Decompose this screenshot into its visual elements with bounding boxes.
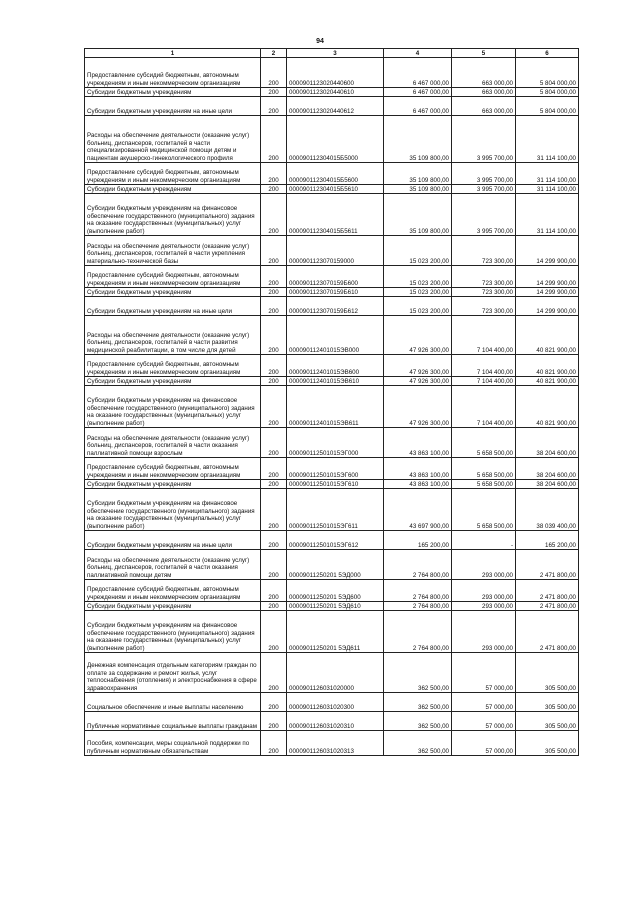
page-number: 94 — [316, 38, 324, 45]
table-row — [85, 458, 579, 480]
row-code: 200 — [261, 58, 287, 88]
row-code: 200 — [261, 602, 287, 611]
row-amount-total: 15 023 200,00 — [384, 288, 452, 297]
row-amount-change: 3 995 700,00 — [452, 116, 516, 163]
row-amount-total: 2 764 800,00 — [384, 611, 452, 653]
row-amount-change: 663 000,00 — [452, 97, 516, 116]
row-code: 200 — [261, 653, 287, 693]
table-row — [85, 163, 579, 185]
column-header: 2 — [261, 49, 287, 58]
row-kbk: 000090112501015ЭГ610 — [287, 480, 384, 489]
row-amount-change: 293 000,00 — [452, 550, 516, 580]
row-amount-total: 15 023 200,00 — [384, 266, 452, 288]
row-kbk: 0000901123070159000 — [287, 236, 384, 266]
row-name: Субсидии бюджетным учреждениям — [85, 377, 261, 386]
row-amount-total: 6 467 000,00 — [384, 58, 452, 88]
row-kbk: 000090112501015ЭГ611 — [287, 489, 384, 531]
row-amount-result: 2 471 800,00 — [516, 550, 579, 580]
table-row — [85, 194, 579, 236]
row-kbk: 0000901123020440600 — [287, 58, 384, 88]
row-code: 200 — [261, 194, 287, 236]
row-amount-total: 47 926 300,00 — [384, 386, 452, 428]
row-amount-result: 165 200,00 — [516, 531, 579, 550]
table-row — [85, 489, 579, 531]
row-name: Субсидии бюджетным учреждениям — [85, 288, 261, 297]
row-amount-result: 2 471 800,00 — [516, 580, 579, 602]
row-name: Расходы на обеспечение деятельности (оказание услуг) больниц, диспансеров, госпиталей в части оказания паллиативной помощи детям — [85, 550, 261, 580]
row-amount-total: 35 109 800,00 — [384, 185, 452, 194]
row-kbk: 000090112304015Б5600 — [287, 163, 384, 185]
row-amount-total: 35 109 800,00 — [384, 116, 452, 163]
row-code: 200 — [261, 116, 287, 163]
table-row — [85, 88, 579, 97]
row-name: Субсидии бюджетным учреждениям на финансовое обеспечение государственного (муниципального) задания на оказание государственных (муниципальных) услуг (выполнение работ) — [85, 489, 261, 531]
row-kbk: 000090112304015Б5610 — [287, 185, 384, 194]
row-name: Предоставление субсидий бюджетным, автономным учреждениям и иным некоммерческим организациям — [85, 458, 261, 480]
row-amount-total: 362 500,00 — [384, 653, 452, 693]
row-code: 200 — [261, 480, 287, 489]
table-row — [85, 531, 579, 550]
row-code: 200 — [261, 458, 287, 480]
row-name: Денежная компенсация отдельным категориям граждан по оплате за содержание и ремонт жилья, услуг теплоснабжения (отопления) и электроснабжения в сфере здравоохранения — [85, 653, 261, 693]
row-code: 200 — [261, 288, 287, 297]
row-amount-total: 2 764 800,00 — [384, 602, 452, 611]
row-kbk: 0000901123020440612 — [287, 97, 384, 116]
row-amount-result: 305 500,00 — [516, 712, 579, 731]
row-code: 200 — [261, 316, 287, 355]
row-amount-total: 362 500,00 — [384, 731, 452, 756]
row-amount-result: 305 500,00 — [516, 731, 579, 756]
row-amount-total: 6 467 000,00 — [384, 97, 452, 116]
row-name: Субсидии бюджетным учреждениям — [85, 88, 261, 97]
row-amount-total: 35 109 800,00 — [384, 194, 452, 236]
row-amount-result: 40 821 900,00 — [516, 316, 579, 355]
row-name: Предоставление субсидий бюджетным, автономным учреждениям и иным некоммерческим организациям — [85, 163, 261, 185]
row-amount-change: 723 300,00 — [452, 266, 516, 288]
row-amount-total: 6 467 000,00 — [384, 88, 452, 97]
table-row — [85, 377, 579, 386]
row-code: 200 — [261, 386, 287, 428]
row-kbk: 0000901126031020313 — [287, 731, 384, 756]
column-header: 1 — [85, 49, 261, 58]
budget-table — [84, 48, 579, 756]
row-code: 200 — [261, 428, 287, 458]
row-amount-total: 47 926 300,00 — [384, 355, 452, 377]
row-name: Субсидии бюджетным учреждениям на финансовое обеспечение государственного (муниципального) задания на оказание государственных (муниципальных) услуг (выполнение работ) — [85, 386, 261, 428]
table-row — [85, 693, 579, 712]
row-amount-change: 7 104 400,00 — [452, 316, 516, 355]
row-amount-result: 2 471 800,00 — [516, 611, 579, 653]
row-kbk: 000090112304015Б5000 — [287, 116, 384, 163]
row-amount-total: 15 023 200,00 — [384, 236, 452, 266]
row-amount-total: 43 863 100,00 — [384, 428, 452, 458]
row-name: Субсидии бюджетным учреждениям на иные цели — [85, 531, 261, 550]
row-name: Расходы на обеспечение деятельности (оказание услуг) больниц, диспансеров, госпиталей в части развития медицинской реабилитации, в том числе для детей — [85, 316, 261, 355]
row-kbk: 0000901123070159Б612 — [287, 297, 384, 316]
row-amount-change: 57 000,00 — [452, 731, 516, 756]
row-name: Предоставление субсидий бюджетным, автономным учреждениям и иным некоммерческим организациям — [85, 355, 261, 377]
row-amount-result: 5 804 000,00 — [516, 88, 579, 97]
row-amount-change: 3 995 700,00 — [452, 185, 516, 194]
row-amount-result: 14 299 900,00 — [516, 288, 579, 297]
row-code: 200 — [261, 550, 287, 580]
row-amount-total: 2 764 800,00 — [384, 580, 452, 602]
row-kbk: 00009011250201 5ЭД000 — [287, 550, 384, 580]
row-name: Субсидии бюджетным учреждениям — [85, 185, 261, 194]
row-code: 200 — [261, 185, 287, 194]
row-amount-change: 5 658 500,00 — [452, 428, 516, 458]
row-kbk: 00009011250201 5ЭД611 — [287, 611, 384, 653]
row-amount-result: 31 114 100,00 — [516, 163, 579, 185]
row-amount-change: 293 000,00 — [452, 602, 516, 611]
row-amount-change: - — [452, 531, 516, 550]
row-amount-total: 43 697 900,00 — [384, 489, 452, 531]
row-kbk: 000090112401015ЭВ600 — [287, 355, 384, 377]
row-amount-total: 43 863 100,00 — [384, 480, 452, 489]
row-code: 200 — [261, 88, 287, 97]
row-code: 200 — [261, 531, 287, 550]
row-amount-change: 663 000,00 — [452, 58, 516, 88]
row-name: Пособия, компенсации, меры социальной поддержки по публичным нормативным обязательствам — [85, 731, 261, 756]
row-amount-result: 40 821 900,00 — [516, 355, 579, 377]
table-row — [85, 185, 579, 194]
table-row — [85, 731, 579, 756]
row-amount-total: 43 863 100,00 — [384, 458, 452, 480]
row-amount-total: 47 926 300,00 — [384, 377, 452, 386]
row-name: Предоставление субсидий бюджетным, автономным учреждениям и иным некоммерческим организациям — [85, 580, 261, 602]
table-row — [85, 480, 579, 489]
table-row — [85, 580, 579, 602]
row-amount-change: 723 300,00 — [452, 288, 516, 297]
row-kbk: 000090112501015ЭГ000 — [287, 428, 384, 458]
row-code: 200 — [261, 377, 287, 386]
row-amount-change: 3 995 700,00 — [452, 163, 516, 185]
table-row — [85, 386, 579, 428]
row-code: 200 — [261, 97, 287, 116]
row-amount-change: 7 104 400,00 — [452, 386, 516, 428]
table-row — [85, 116, 579, 163]
row-kbk: 000090112401015ЭВ610 — [287, 377, 384, 386]
row-kbk: 000090112501015ЭГ612 — [287, 531, 384, 550]
row-name: Субсидии бюджетным учреждениям на иные цели — [85, 297, 261, 316]
row-amount-change: 293 000,00 — [452, 611, 516, 653]
row-amount-result: 5 804 000,00 — [516, 58, 579, 88]
row-amount-total: 47 926 300,00 — [384, 316, 452, 355]
row-kbk: 00009011250201 5ЭД600 — [287, 580, 384, 602]
row-amount-change: 723 300,00 — [452, 297, 516, 316]
row-amount-change: 663 000,00 — [452, 88, 516, 97]
row-code: 200 — [261, 489, 287, 531]
row-name: Субсидии бюджетным учреждениям на финансовое обеспечение государственного (муниципального) задания на оказание государственных (муниципальных) услуг (выполнение работ) — [85, 194, 261, 236]
table-row — [85, 297, 579, 316]
row-amount-change: 57 000,00 — [452, 653, 516, 693]
row-amount-result: 14 299 900,00 — [516, 236, 579, 266]
row-amount-change: 3 995 700,00 — [452, 194, 516, 236]
row-code: 200 — [261, 712, 287, 731]
row-amount-result: 31 114 100,00 — [516, 116, 579, 163]
row-code: 200 — [261, 163, 287, 185]
row-amount-change: 7 104 400,00 — [452, 377, 516, 386]
table-row — [85, 236, 579, 266]
table-row — [85, 58, 579, 88]
row-amount-result: 40 821 900,00 — [516, 386, 579, 428]
row-name: Социальное обеспечение и иные выплаты населению — [85, 693, 261, 712]
row-amount-result: 305 500,00 — [516, 653, 579, 693]
row-code: 200 — [261, 297, 287, 316]
column-header: 5 — [452, 49, 516, 58]
table-row — [85, 355, 579, 377]
row-amount-result: 38 204 600,00 — [516, 480, 579, 489]
table-row — [85, 611, 579, 653]
table-row — [85, 712, 579, 731]
row-amount-result: 40 821 900,00 — [516, 377, 579, 386]
row-name: Субсидии бюджетным учреждениям на финансовое обеспечение государственного (муниципального) задания на оказание государственных (муниципальных) услуг (выполнение работ) — [85, 611, 261, 653]
row-amount-result: 31 114 100,00 — [516, 185, 579, 194]
row-amount-change: 5 658 500,00 — [452, 458, 516, 480]
row-kbk: 00009011250201 5ЭД610 — [287, 602, 384, 611]
row-amount-total: 362 500,00 — [384, 712, 452, 731]
row-amount-total: 362 500,00 — [384, 693, 452, 712]
row-amount-result: 31 114 100,00 — [516, 194, 579, 236]
row-name: Расходы на обеспечение деятельности (оказание услуг) больниц, диспансеров, госпиталей в части специализированной медицинской помощи детям и пациентам акушерско-гинекологического профиля — [85, 116, 261, 163]
row-amount-result: 14 299 900,00 — [516, 297, 579, 316]
row-code: 200 — [261, 355, 287, 377]
row-kbk: 0000901126031020310 — [287, 712, 384, 731]
row-amount-total: 2 764 800,00 — [384, 550, 452, 580]
table-row — [85, 97, 579, 116]
row-kbk: 000090112304015Б5611 — [287, 194, 384, 236]
row-kbk: 000090112401015ЭВ000 — [287, 316, 384, 355]
column-header: 3 — [287, 49, 384, 58]
row-name: Предоставление субсидий бюджетным, автономным учреждениям и иным некоммерческим организациям — [85, 58, 261, 88]
row-amount-change: 5 658 500,00 — [452, 480, 516, 489]
column-header: 6 — [516, 49, 579, 58]
row-amount-change: 7 104 400,00 — [452, 355, 516, 377]
row-name: Публичные нормативные социальные выплаты гражданам — [85, 712, 261, 731]
row-amount-result: 2 471 800,00 — [516, 602, 579, 611]
row-code: 200 — [261, 236, 287, 266]
table-row — [85, 316, 579, 355]
table-row — [85, 550, 579, 580]
row-amount-total: 165 200,00 — [384, 531, 452, 550]
row-name: Предоставление субсидий бюджетным, автономным учреждениям и иным некоммерческим организациям — [85, 266, 261, 288]
row-name: Субсидии бюджетным учреждениям на иные цели — [85, 97, 261, 116]
row-name: Расходы на обеспечение деятельности (оказание услуг) больниц, диспансеров, госпиталей в части укрепления материально-технической базы — [85, 236, 261, 266]
table-row — [85, 653, 579, 693]
row-amount-result: 305 500,00 — [516, 693, 579, 712]
row-amount-total: 15 023 200,00 — [384, 297, 452, 316]
row-amount-change: 723 300,00 — [452, 236, 516, 266]
row-kbk: 000090112401015ЭВ611 — [287, 386, 384, 428]
row-kbk: 000090112501015ЭГ600 — [287, 458, 384, 480]
row-amount-change: 293 000,00 — [452, 580, 516, 602]
row-amount-change: 5 658 500,00 — [452, 489, 516, 531]
column-header: 4 — [384, 49, 452, 58]
table-row — [85, 602, 579, 611]
row-code: 200 — [261, 693, 287, 712]
row-amount-result: 5 804 000,00 — [516, 97, 579, 116]
table-row — [85, 288, 579, 297]
row-name: Субсидии бюджетным учреждениям — [85, 480, 261, 489]
row-amount-change: 57 000,00 — [452, 712, 516, 731]
row-amount-result: 38 204 600,00 — [516, 428, 579, 458]
row-code: 200 — [261, 266, 287, 288]
header-row — [85, 49, 579, 58]
table-row — [85, 428, 579, 458]
table-row — [85, 266, 579, 288]
row-kbk: 0000901126031020300 — [287, 693, 384, 712]
row-code: 200 — [261, 580, 287, 602]
row-kbk: 0000901123020440610 — [287, 88, 384, 97]
row-kbk: 0000901123070159Б600 — [287, 266, 384, 288]
row-kbk: 0000901126031020000 — [287, 653, 384, 693]
row-code: 200 — [261, 611, 287, 653]
row-amount-total: 35 109 800,00 — [384, 163, 452, 185]
row-amount-result: 38 039 400,00 — [516, 489, 579, 531]
row-amount-change: 57 000,00 — [452, 693, 516, 712]
row-kbk: 0000901123070159Б610 — [287, 288, 384, 297]
row-name: Расходы на обеспечение деятельности (оказание услуг) больниц, диспансеров, госпиталей в части оказания паллиативной помощи взрослым — [85, 428, 261, 458]
row-code: 200 — [261, 731, 287, 756]
row-amount-result: 14 299 900,00 — [516, 266, 579, 288]
row-name: Субсидии бюджетным учреждениям — [85, 602, 261, 611]
row-amount-result: 38 204 600,00 — [516, 458, 579, 480]
